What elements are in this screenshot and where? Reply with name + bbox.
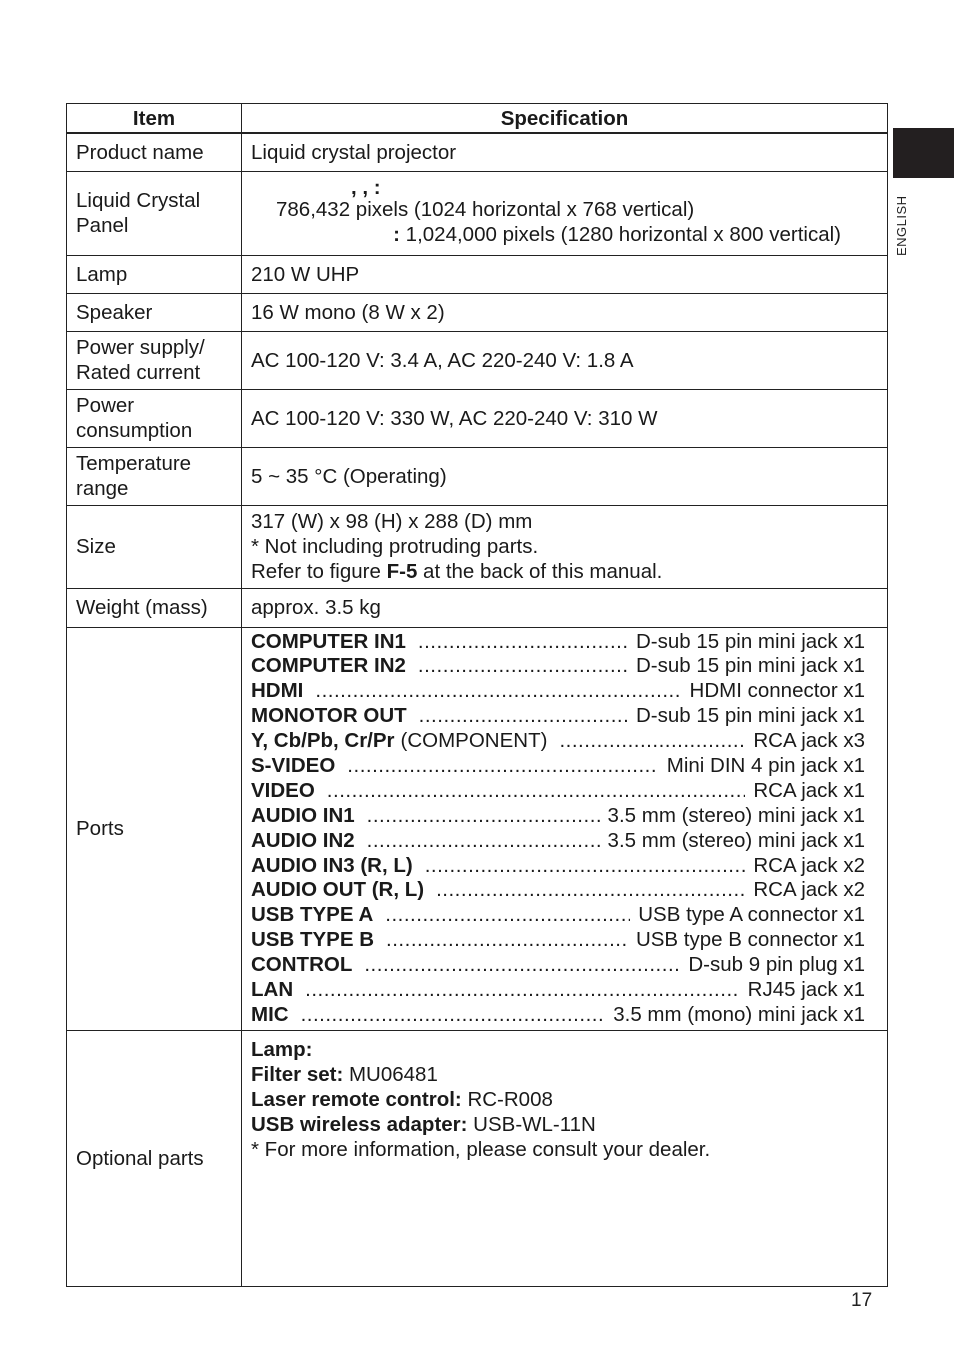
port-name: S-VIDEO [251, 753, 336, 777]
table-row [67, 588, 888, 627]
lcd-line-3-label: : [393, 223, 400, 246]
item-cell: Product name [67, 133, 242, 171]
port-value: D-sub 15 pin mini jack x1 [635, 629, 865, 653]
port-item [251, 679, 865, 704]
table-row [67, 389, 888, 447]
dot-leader [301, 1003, 606, 1028]
size-reference-pre: Refer to figure [251, 560, 387, 583]
dot-leader [367, 804, 600, 829]
dot-leader [418, 654, 628, 679]
ports-list [242, 627, 888, 1030]
dot-leader [425, 854, 746, 879]
dot-leader [385, 903, 630, 928]
item-cell: Speaker [67, 293, 242, 331]
port-item [251, 1003, 865, 1028]
spec-cell [242, 1030, 888, 1286]
port-name: LAN [251, 977, 294, 1001]
port-name: MIC [251, 1002, 289, 1026]
table-row [67, 505, 888, 588]
port-item [251, 779, 865, 804]
language-label: ENGLISH [894, 195, 909, 257]
port-value: RCA jack x1 [753, 778, 865, 802]
header-item: Item [67, 104, 242, 134]
optional-filter-value: MU06481 [343, 1062, 438, 1086]
port-item [251, 978, 865, 1003]
port-item [251, 829, 865, 854]
port-item [251, 878, 865, 903]
item-cell: Ports [67, 627, 242, 1030]
size-dimensions: 317 (W) x 98 (H) x 288 (D) mm [251, 510, 533, 533]
item-cell: Weight (mass) [67, 588, 242, 627]
dot-leader [315, 679, 681, 704]
spec-cell: Liquid crystal projector [242, 133, 888, 171]
dot-leader [364, 953, 680, 978]
port-name: COMPUTER IN1 [251, 629, 406, 653]
page-number: 17 [851, 1290, 873, 1311]
item-cell: Size [67, 505, 242, 588]
item-cell: Lamp [67, 255, 242, 293]
specification-table [66, 103, 888, 1287]
optional-remote-label: Laser remote control: [251, 1087, 462, 1111]
optional-remote-value: RC-R008 [461, 1087, 553, 1111]
port-item [251, 654, 865, 679]
language-tab-marker [893, 128, 954, 178]
port-value: Mini DIN 4 pin jack x1 [666, 753, 865, 777]
optional-filter-label: Filter set: [251, 1062, 344, 1086]
port-name: Y, Cb/Pb, Cr/Pr [251, 729, 395, 753]
port-value: D-sub 15 pin mini jack x1 [635, 654, 865, 678]
port-item [251, 854, 865, 879]
port-name: AUDIO OUT (R, L) [251, 878, 425, 902]
dot-leader [559, 729, 745, 754]
dot-leader [347, 754, 658, 779]
port-name: USB TYPE A [251, 903, 374, 927]
header-specification: Specification [242, 104, 888, 134]
spec-cell [242, 171, 888, 255]
table-row [67, 1030, 888, 1286]
dot-leader [386, 928, 628, 953]
optional-usb-label: USB wireless adapter: [251, 1112, 468, 1136]
lcd-line-3 [251, 222, 865, 247]
port-name: AUDIO IN3 (R, L) [251, 853, 413, 877]
item-cell: Power supply/ Rated current [67, 331, 242, 389]
optional-lamp: Lamp: [251, 1037, 313, 1061]
dot-leader [327, 779, 746, 804]
port-item [251, 928, 865, 953]
table-row [67, 255, 888, 293]
item-cell: Temperature range [67, 447, 242, 505]
port-value: USB type B connector x1 [635, 928, 865, 952]
optional-filter [251, 1062, 865, 1087]
port-value: RJ45 jack x1 [747, 977, 865, 1001]
optional-note: * For more information, please consult your dealer. [251, 1137, 711, 1161]
port-value: 3.5 mm (mono) mini jack x1 [613, 1002, 865, 1026]
port-name: USB TYPE B [251, 928, 375, 952]
port-name: CONTROL [251, 953, 353, 977]
port-name: HDMI [251, 679, 304, 703]
port-value: RCA jack x2 [753, 878, 865, 902]
port-name: VIDEO [251, 778, 315, 802]
table-row [67, 331, 888, 389]
table-row [67, 133, 888, 171]
optional-usb-value: USB-WL-11N [467, 1112, 596, 1136]
port-value: RCA jack x2 [753, 853, 865, 877]
size-reference [251, 559, 865, 584]
spec-cell: 210 W UHP [242, 255, 888, 293]
spec-cell: 16 W mono (8 W x 2) [242, 293, 888, 331]
port-value: RCA jack x3 [753, 729, 865, 753]
dot-leader [419, 704, 628, 729]
spec-cell: approx. 3.5 kg [242, 588, 888, 627]
spec-cell: 5 ~ 35 °C (Operating) [242, 447, 888, 505]
lcd-line-2: 786,432 pixels (1024 horizontal x 768 vertical) [276, 198, 695, 221]
port-item [251, 630, 865, 655]
port-item [251, 729, 865, 754]
port-component: (COMPONENT) [400, 729, 548, 753]
size-note: * Not including protruding parts. [251, 535, 539, 558]
table-row [67, 171, 888, 255]
port-value: 3.5 mm (stereo) mini jack x1 [607, 828, 865, 852]
port-item [251, 903, 865, 928]
port-name: AUDIO IN2 [251, 828, 355, 852]
item-cell: Optional parts [67, 1030, 242, 1286]
port-item [251, 953, 865, 978]
spec-cell: AC 100-120 V: 3.4 A, AC 220-240 V: 1.8 A [242, 331, 888, 389]
table-header-row [67, 104, 888, 134]
port-value: 3.5 mm (stereo) mini jack x1 [607, 803, 865, 827]
port-name: MONOTOR OUT [251, 704, 407, 728]
port-item [251, 804, 865, 829]
lcd-line-3-value: 1,024,000 pixels (1280 horizontal x 800 vertical) [399, 223, 841, 246]
optional-usb [251, 1112, 865, 1137]
size-reference-figure: F-5 [386, 560, 418, 583]
port-item [251, 704, 865, 729]
size-reference-post: at the back of this manual. [417, 560, 663, 583]
optional-remote [251, 1087, 865, 1112]
port-value: D-sub 15 pin mini jack x1 [635, 704, 865, 728]
item-cell: Power consumption [67, 389, 242, 447]
dot-leader [367, 829, 600, 854]
port-name: COMPUTER IN2 [251, 654, 406, 678]
table-row [67, 627, 888, 1030]
table-row [67, 447, 888, 505]
port-name: AUDIO IN1 [251, 803, 355, 827]
table-row [67, 293, 888, 331]
dot-leader [305, 978, 740, 1003]
lcd-line-1: , , : [351, 176, 381, 199]
spec-cell [242, 505, 888, 588]
item-cell: Liquid Crystal Panel [67, 171, 242, 255]
port-value: D-sub 9 pin plug x1 [688, 953, 865, 977]
port-value: USB type A connector x1 [638, 903, 865, 927]
dot-leader [418, 630, 628, 655]
port-value: HDMI connector x1 [689, 679, 865, 703]
dot-leader [436, 878, 745, 903]
spec-cell: AC 100-120 V: 330 W, AC 220-240 V: 310 W [242, 389, 888, 447]
port-item [251, 754, 865, 779]
